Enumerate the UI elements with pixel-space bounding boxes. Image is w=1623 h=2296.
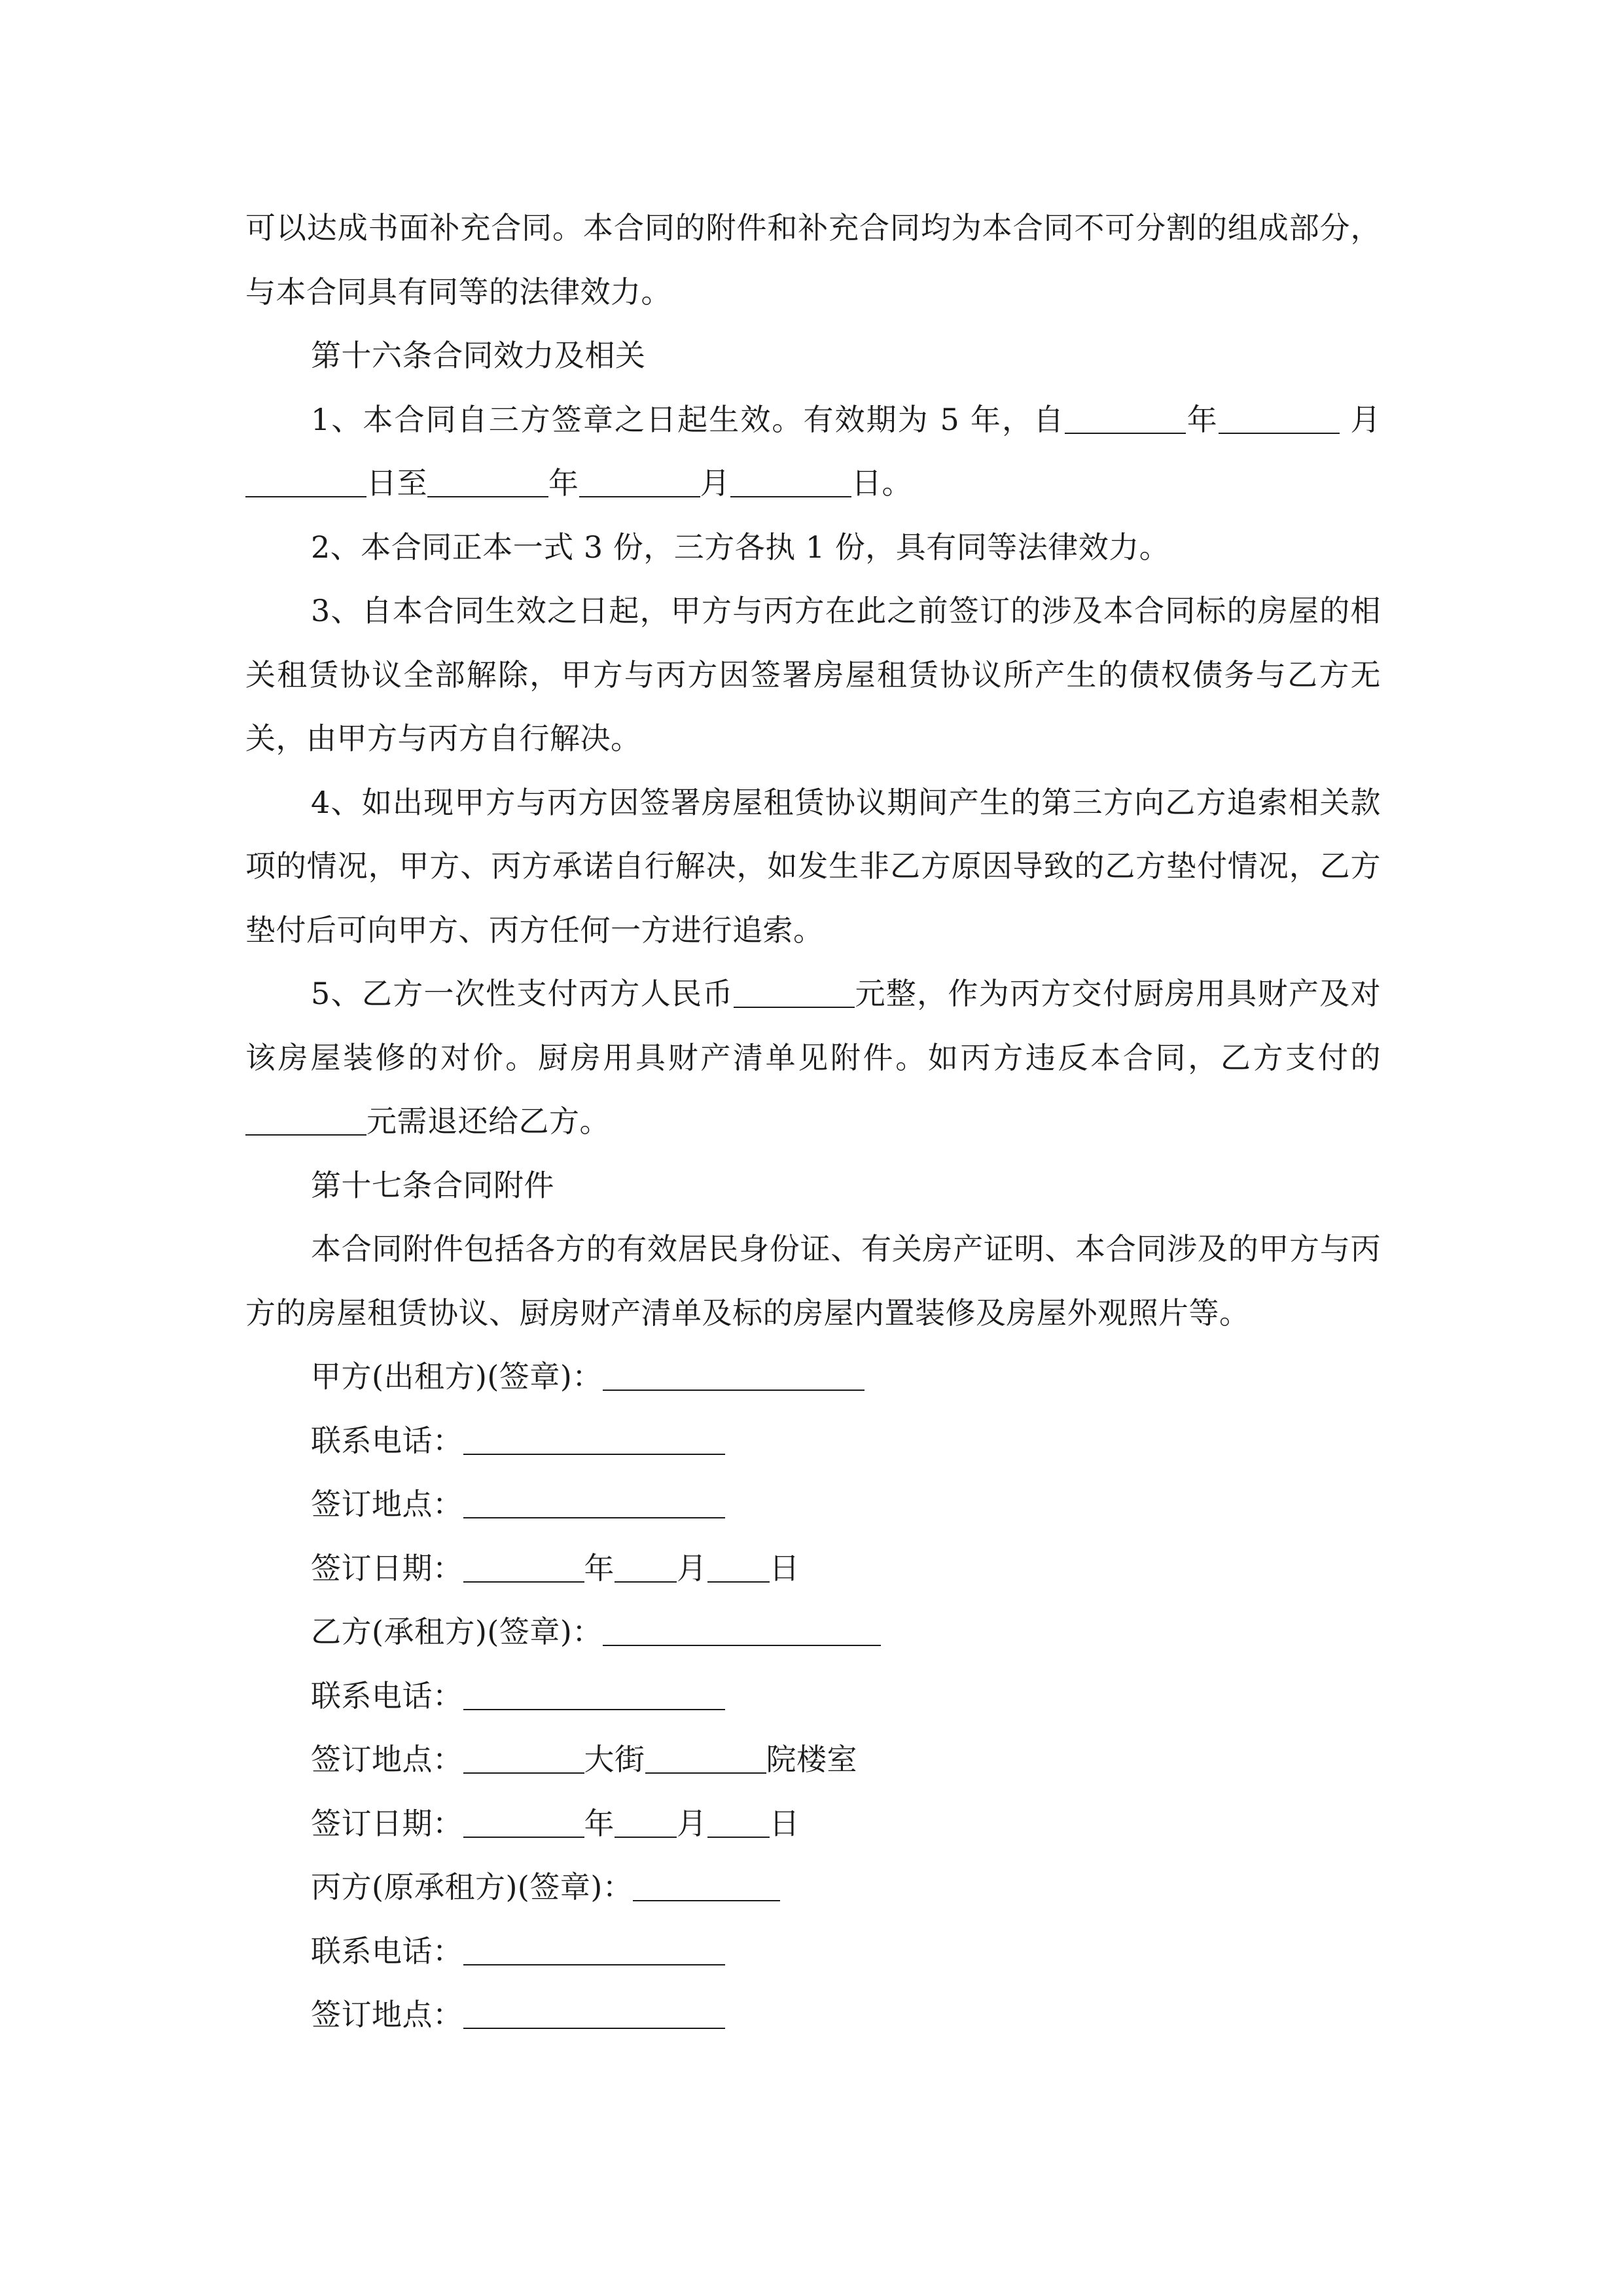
party-a-label: 甲方(出租方)(签章)：	[311, 1359, 603, 1394]
paragraph-item-2: 2、本合同正本一式 3 份，三方各执 1 份，具有同等法律效力。	[311, 529, 1170, 565]
blank-field[interactable]	[427, 470, 548, 497]
day-to-label: 日至	[366, 465, 427, 501]
day-label: 日	[769, 1805, 800, 1841]
amount-blank[interactable]	[734, 980, 855, 1008]
paragraph-item-3: 3、自本合同生效之日起，甲方与丙方在此之前签订的涉及本合同标的房屋的相关租赁协议全部解除，甲方与丙方因签署房屋租赁协议所产生的债权债务与乙方无关，由甲方与丙方自行解决。	[245, 593, 1381, 756]
paragraph-item-5	[245, 962, 1381, 1154]
street-label: 大街	[584, 1742, 645, 1777]
signature-blank[interactable]	[633, 1874, 780, 1901]
phone-label: 联系电话：	[311, 1933, 463, 1969]
date-month-blank[interactable]	[615, 1810, 677, 1838]
party-c-signature-row	[245, 1856, 1381, 1920]
date-day-blank[interactable]	[707, 1555, 770, 1583]
party-c-label: 丙方(原承租方)(签章)：	[311, 1869, 633, 1905]
month-label: 月	[677, 1550, 707, 1586]
blank-field[interactable]	[245, 470, 366, 497]
date-year-blank[interactable]	[463, 1555, 584, 1583]
party-a-date-row	[245, 1537, 1381, 1601]
phone-label: 联系电话：	[311, 1677, 463, 1713]
blank-field[interactable]	[1065, 406, 1186, 434]
place-blank[interactable]	[463, 2001, 725, 2029]
place-label: 签订地点：	[311, 1486, 463, 1522]
date-month-blank[interactable]	[615, 1555, 677, 1583]
month-label: 月	[1350, 401, 1382, 437]
document-body	[245, 196, 1381, 2047]
blank-field[interactable]	[579, 470, 700, 497]
signature-blank[interactable]	[603, 1619, 881, 1646]
item-5-text-mid: 元整，作为丙方交付厨房用具财产及对该房屋装修的对价。厨房用具财产清单见附件。如丙方违反本合同，乙方支付的	[245, 976, 1381, 1075]
year-label: 年	[584, 1550, 615, 1586]
date-year-blank[interactable]	[463, 1810, 584, 1838]
month-label: 月	[700, 465, 730, 501]
year-label: 年	[1186, 401, 1219, 437]
party-b-place-row	[245, 1728, 1381, 1792]
item-1-text: 1、本合同自三方签章之日起生效。有效期为 5 年，自	[311, 401, 1065, 437]
room-label: 院楼室	[766, 1742, 857, 1777]
place-label: 签订地点：	[311, 1742, 463, 1777]
date-label: 签订日期：	[311, 1805, 463, 1841]
courtyard-blank[interactable]	[645, 1746, 766, 1774]
paragraph-attachments: 本合同附件包括各方的有效居民身份证、有关房产证明、本合同涉及的甲方与丙方的房屋租赁协议、厨房财产清单及标的房屋内置装修及房屋外观照片等。	[245, 1231, 1381, 1331]
phone-blank[interactable]	[463, 1683, 725, 1710]
blank-field[interactable]	[1219, 406, 1340, 434]
signature-blank[interactable]	[603, 1363, 865, 1391]
date-day-blank[interactable]	[707, 1810, 770, 1838]
year-label: 年	[584, 1805, 615, 1841]
place-blank[interactable]	[463, 1491, 725, 1518]
paragraph-item-4: 4、如出现甲方与丙方因签署房屋租赁协议期间产生的第三方向乙方追索相关款项的情况，甲方、丙方承诺自行解决，如发生非乙方原因导致的乙方垫付情况，乙方垫付后可向甲方、丙方任何一方进行追索。	[245, 784, 1381, 948]
party-c-place-row	[245, 1983, 1381, 2047]
party-b-label: 乙方(承租方)(签章)：	[311, 1614, 603, 1649]
item-5-text: 5、乙方一次性支付丙方人民币	[311, 976, 734, 1011]
party-b-signature-row	[245, 1600, 1381, 1664]
phone-blank[interactable]	[463, 1427, 725, 1455]
article-16-title: 第十六条合同效力及相关	[311, 338, 646, 373]
place-label: 签订地点：	[311, 1997, 463, 2032]
year-label: 年	[548, 465, 579, 501]
blank-field[interactable]	[730, 470, 851, 497]
party-b-date-row	[245, 1792, 1381, 1856]
paragraph-item-1	[245, 388, 1381, 516]
item-5-text-end: 元需退还给乙方。	[366, 1103, 610, 1139]
date-label: 签订日期：	[311, 1550, 463, 1586]
phone-blank[interactable]	[463, 1938, 725, 1965]
month-label: 月	[677, 1805, 707, 1841]
party-a-phone-row	[245, 1409, 1381, 1473]
party-a-signature-row	[245, 1345, 1381, 1409]
day-end-label: 日。	[851, 465, 912, 501]
party-c-phone-row	[245, 1920, 1381, 1984]
street-blank[interactable]	[463, 1746, 584, 1774]
phone-label: 联系电话：	[311, 1422, 463, 1458]
paragraph-supplement: 可以达成书面补充合同。本合同的附件和补充合同均为本合同不可分割的组成部分，与本合同具有同等的法律效力。	[245, 210, 1381, 310]
party-b-phone-row	[245, 1664, 1381, 1729]
article-17-title: 第十七条合同附件	[311, 1167, 554, 1203]
party-a-place-row	[245, 1473, 1381, 1537]
amount-blank[interactable]	[245, 1108, 366, 1136]
day-label: 日	[769, 1550, 800, 1586]
